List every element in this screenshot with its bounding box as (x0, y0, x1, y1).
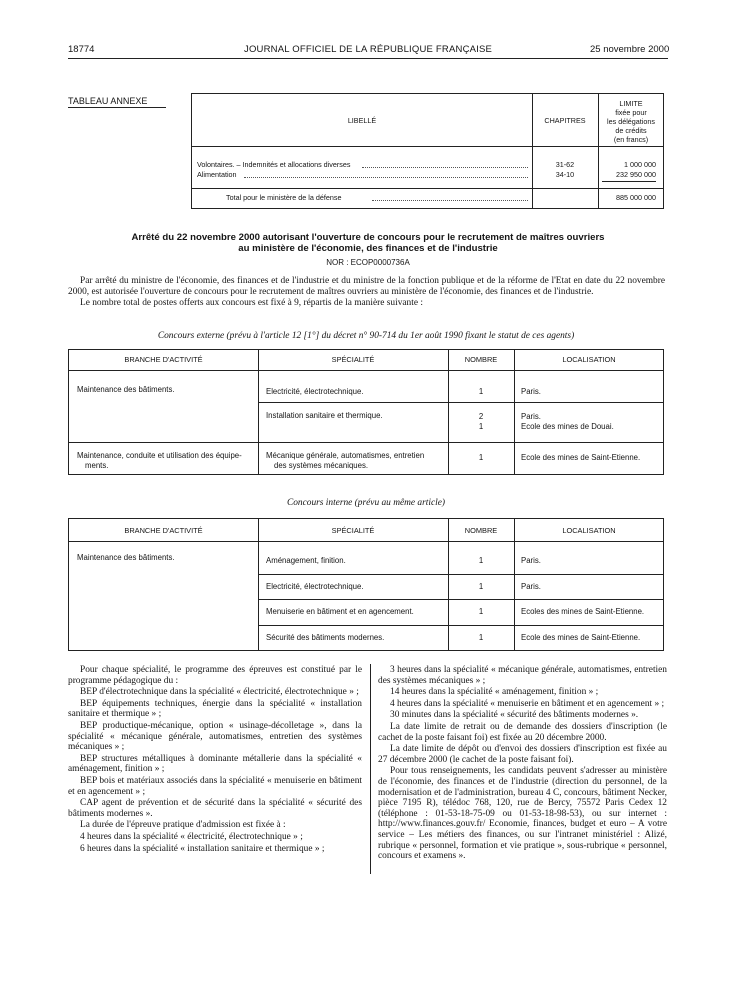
annex-row-libelle: Volontaires. – Indemnités et allocations diverses (197, 160, 351, 169)
annex-row-limite: 1 000 000 (624, 160, 656, 169)
nombre-cell: 1 (478, 582, 484, 591)
header-nombre: NOMBRE (464, 355, 498, 364)
localisation-cell: Paris. Ecole des mines de Douai. (521, 412, 614, 431)
concours-externe-title: Concours externe (prévu à l'article 12 [1°] du décret n° 90-714 du 1er août 1990 fixant le statut de ces agents) (157, 331, 575, 341)
concours-interne-table (68, 518, 664, 651)
nor-reference: NOR : ECOP0000736A (326, 258, 410, 267)
localisation-cell: Ecole des mines de Saint-Etienne. (521, 633, 641, 642)
localisation-cell: Paris. (521, 582, 541, 591)
annex-header-chapitres: CHAPITRES (544, 116, 586, 125)
annex-row-chapitre: 34-10 (555, 170, 575, 179)
specialite-cell: Menuiserie en bâtiment et en agencement. (266, 607, 414, 616)
specialite-cell: Electricité, électrotechnique. (266, 387, 364, 396)
specialite-cell: Electricité, électrotechnique. (266, 582, 364, 591)
localisation-cell: Paris. (521, 387, 541, 396)
arrete-title: Arrêté du 22 novembre 2000 autorisant l'ouverture de concours pour le recrutement de maîtres ouvriers au ministère de l'économie, des finances et de l'industrie (131, 232, 605, 254)
header-branche: BRANCHE D'ACTIVITÉ (124, 526, 203, 535)
issue-date: 25 novembre 2000 (590, 44, 670, 55)
header-rule (68, 58, 668, 59)
body-right-column: 3 heures dans la spécialité « mécanique générale, automatismes, entretien des systèmes mécaniques » ; 14 heures dans la spécialité « aménagement, finition » ; 4 heures dans la spécialité « menuiserie en bâtiment et en agencement » ; 30 minutes dans la spécialité « sécurité des bâtiments modernes ». La date limite de retrait ou de demande des dossiers d'inscription (le cachet de la poste faisant foi) est fixée au 20 décembre 2000. La date limite de dépôt ou d'envoi des dossiers d'inscription est fixée au 27 décembre 2000 (le cachet de la poste faisant foi). Pour tous renseignements, les candidats peuvent s'adresser au ministère de l'économie, des finances et de l'industrie (direction du personnel, de la modernisation et de l'administration, bureau 4 C, concours, bâtiment Necker, pièce 7195 R), télédoc 768, 120, rue de Bercy, 75572 Paris Cedex 12 (téléphone : 01-53-18-75-09 ou 01-53-18-98-53), ou sur internet : http://www.finances.gouv.fr/ Economie, finances, budget et euro – A votre service – Les métiers des finances, ou sur l'intranet ministériel : Alizé, rubrique « personnel, formation et vie pratique », sous-rubrique « personnel, concours et examens ». (378, 665, 667, 862)
concours-interne-title: Concours interne (prévu au même article) (286, 498, 446, 508)
annex-label-underline (68, 107, 166, 108)
header-branche: BRANCHE D'ACTIVITÉ (124, 355, 203, 364)
header-nombre: NOMBRE (464, 526, 498, 535)
annex-label: TABLEAU ANNEXE (68, 96, 148, 106)
nombre-cell: 1 (478, 387, 484, 396)
page-number: 18774 (68, 44, 95, 55)
nombre-cell: 1 (478, 633, 484, 642)
header-specialite: SPÉCIALITÉ (331, 355, 375, 364)
localisation-cell: Ecole des mines de Saint-Etienne. (521, 453, 641, 462)
annex-total-value: 885 000 000 (616, 193, 656, 202)
branche-cell: Maintenance des bâtiments. (77, 385, 175, 394)
annex-total-label: Total pour le ministère de la défense (226, 193, 342, 202)
specialite-cell: Installation sanitaire et thermique. (266, 411, 383, 420)
header-specialite: SPÉCIALITÉ (331, 526, 375, 535)
nombre-cell: 1 (478, 453, 484, 462)
nombre-cell: 1 (478, 607, 484, 616)
arrete-intro: Par arrêté du ministre de l'économie, des finances et de l'industrie et du ministre de la fonction publique et de la réforme de l'Etat en date du 22 novembre 2000, est autorisée l'ouverture de concours pour le recrutement de maîtres ouvriers au ministère de l'économie, des finances et de l'industrie. Le nombre total de postes offerts aux concours est fixé à 9, répartis de la manière suivante : (68, 276, 665, 309)
header-localisation: LOCALISATION (562, 526, 616, 535)
annex-header-libelle: LIBELLÉ (347, 116, 377, 125)
concours-externe-table (68, 349, 664, 475)
branche-cell: Maintenance, conduite et utilisation des équipe- ments. (77, 451, 242, 470)
localisation-cell: Ecoles des mines de Saint-Etienne. (521, 607, 645, 616)
branche-cell: Maintenance des bâtiments. (77, 553, 175, 562)
annex-table (191, 93, 664, 209)
journal-title: JOURNAL OFFICIEL DE LA RÉPUBLIQUE FRANÇAISE (244, 44, 493, 55)
header-localisation: LOCALISATION (562, 355, 616, 364)
nombre-cell: 2 1 (478, 412, 484, 431)
localisation-cell: Paris. (521, 556, 541, 565)
body-left-column: Pour chaque spécialité, le programme des épreuves est constitué par le programme pédagogique du : BEP d'électrotechnique dans la spécialité « électricité, électrotechnique » ; BEP équipements techniques, énergie dans la spécialité « installation sanitaire et thermique » ; BEP productique-mécanique, option « usinage-décolletage », dans la spécialité « mécanique générale, automatismes, entretien des systèmes mécaniques » ; BEP structures métalliques à dominante métallerie dans la spécialité « aménagement, finition » ; BEP bois et matériaux associés dans la spécialité « menuiserie en bâtiment et en agencement » ; CAP agent de prévention et de sécurité dans la spécialité « sécurité des bâtiments modernes ». La durée de l'épreuve pratique d'admission est fixée à : 4 heures dans la spécialité « électricité, électrotechnique » ; 6 heures dans la spécialité « installation sanitaire et thermique » ; (68, 665, 362, 854)
annex-row-limite: 232 950 000 (616, 170, 656, 179)
annex-header-limite: LIMITE fixée pour les délégations de crédits (en francs) (607, 99, 655, 144)
annex-row-libelle: Alimentation (197, 170, 237, 179)
specialite-cell: Aménagement, finition. (266, 556, 346, 565)
nombre-cell: 1 (478, 556, 484, 565)
column-divider (370, 664, 371, 874)
specialite-cell: Mécanique générale, automatismes, entretien des systèmes mécaniques. (266, 451, 425, 470)
specialite-cell: Sécurité des bâtiments modernes. (266, 633, 385, 642)
annex-row-chapitre: 31-62 (555, 160, 575, 169)
